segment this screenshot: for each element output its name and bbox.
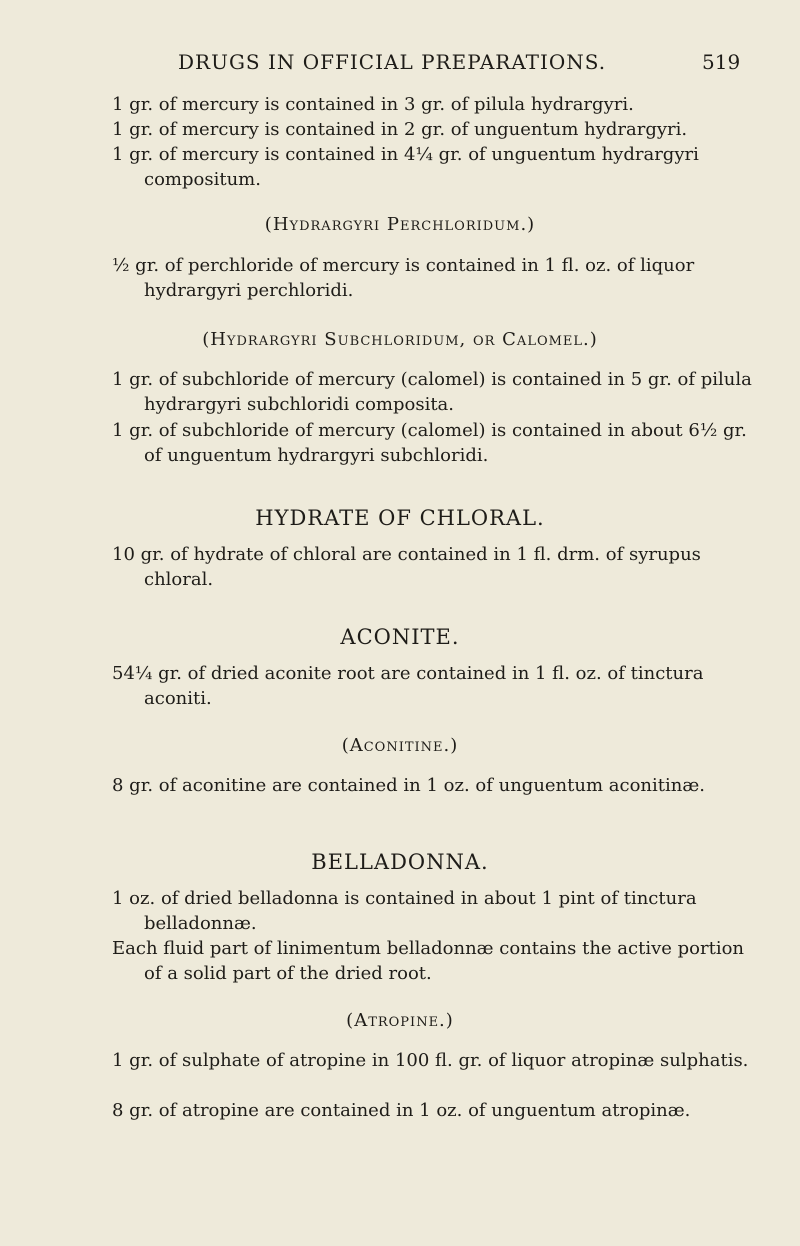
page-number: 519: [702, 50, 741, 74]
atropine-entry-1: 1 gr. of sulphate of atropine in 100 fl. gr. of liquor atropinæ sulphatis.: [112, 1050, 749, 1071]
chloral-heading: HYDRATE OF CHLORAL.: [255, 506, 545, 530]
aconite-heading: ACONITE.: [340, 625, 460, 649]
atropine-entry-2: 8 gr. of atropine are contained in 1 oz. of unguentum atropinæ.: [112, 1100, 691, 1121]
aconite-entry-1: 54¼ gr. of dried aconite root are contained in 1 fl. oz. of tinctura aconiti.: [112, 663, 704, 709]
belladonna-heading: BELLADONNA.: [311, 850, 489, 874]
perchloride-entry-1: ½ gr. of perchloride of mercury is contained in 1 fl. oz. of liquor hydrargyri perchloridi.: [112, 255, 695, 301]
belladonna-entry-1: 1 oz. of dried belladonna is contained in about 1 pint of tinctura belladonnæ.: [112, 888, 697, 934]
running-head: DRUGS IN OFFICIAL PREPARATIONS.: [178, 50, 607, 74]
mercury-entry-3: 1 gr. of mercury is contained in 4¼ gr. of unguentum hydrargyri compositum.: [112, 144, 699, 190]
subchloride-entry-2: 1 gr. of subchloride of mercury (calomel) is contained in about 6½ gr. of unguentum hydrargyri subchloridi.: [112, 420, 747, 466]
perchloride-heading: (Hydrargyri Perchloridum.): [264, 214, 536, 235]
chloral-entry-1: 10 gr. of hydrate of chloral are contained in 1 fl. drm. of syrupus chloral.: [112, 544, 701, 590]
belladonna-entry-2: Each fluid part of linimentum belladonnæ contains the active portion of a solid part of the dried root.: [112, 938, 745, 984]
mercury-entry-1: 1 gr. of mercury is contained in 3 gr. of pilula hydrargyri.: [112, 94, 634, 115]
subchloride-heading: (Hydrargyri Subchloridum, or Calomel.): [202, 329, 598, 350]
mercury-entry-2: 1 gr. of mercury is contained in 2 gr. of unguentum hydrargyri.: [112, 119, 688, 140]
aconitine-heading: (Aconitine.): [341, 735, 459, 756]
atropine-heading: (Atropine.): [346, 1010, 454, 1031]
subchloride-entry-1: 1 gr. of subchloride of mercury (calomel) is contained in 5 gr. of pilula hydrargyri subchloridi composita.: [112, 369, 752, 415]
aconitine-entry-1: 8 gr. of aconitine are contained in 1 oz. of unguentum aconitinæ.: [112, 775, 705, 796]
